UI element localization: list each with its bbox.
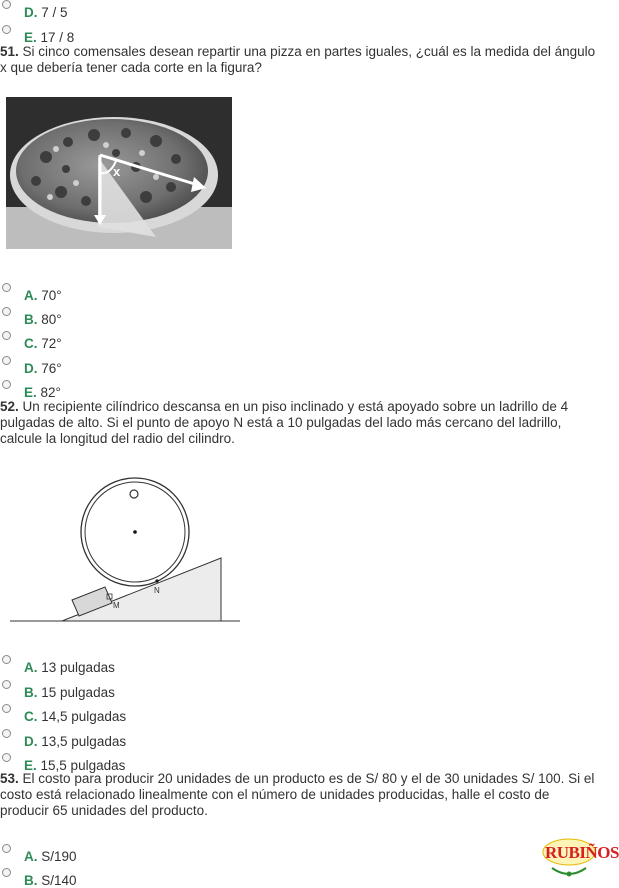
option-letter: E.: [24, 758, 37, 773]
option-letter: A.: [24, 660, 38, 675]
option-text: 76°: [41, 361, 62, 376]
rubinos-logo: [540, 830, 619, 882]
question-text: Un recipiente cilíndrico descansa en un piso inclinado y está apoyado sobre un ladrillo de 4 pulgadas de alto. Si el punto de apoyo N está a 10 pulgadas del lado más cercano del ladrillo, calcule la longitud del radio del cilindro.: [0, 399, 569, 446]
option-text: 14,5 pulgadas: [41, 709, 127, 724]
cylinder-diagram: [10, 470, 245, 630]
option-letter: B.: [24, 312, 38, 327]
option-text: 15,5 pulgadas: [40, 758, 126, 773]
label-m: M: [113, 601, 120, 610]
question-52: [0, 399, 600, 447]
option-letter: D.: [24, 361, 38, 376]
option-52-e[interactable]: [0, 753, 300, 773]
radio-button[interactable]: [2, 0, 11, 9]
radio-button[interactable]: [2, 307, 11, 316]
pizza-figure: [6, 97, 232, 249]
radio-button[interactable]: [2, 680, 11, 689]
question-number: 51.: [0, 44, 19, 59]
option-51-a[interactable]: [0, 283, 300, 303]
radio-button[interactable]: [2, 753, 11, 762]
question-number: 53.: [0, 771, 19, 786]
option-53-b[interactable]: [0, 868, 300, 888]
cylinder-figure: [10, 470, 245, 630]
option-letter: C.: [24, 336, 38, 351]
option-letter: B.: [24, 873, 38, 888]
radio-button[interactable]: [2, 868, 11, 877]
option-51-d[interactable]: [0, 356, 300, 376]
option-letter: A.: [24, 288, 38, 303]
question-53: [0, 771, 600, 819]
option-text: 82°: [40, 385, 61, 400]
radio-button[interactable]: [2, 655, 11, 664]
option-51-e[interactable]: [0, 380, 300, 400]
option-letter: C.: [24, 709, 38, 724]
option-text: 13 pulgadas: [41, 660, 115, 675]
radio-button[interactable]: [2, 25, 11, 34]
angle-label: x: [113, 164, 121, 179]
radio-button[interactable]: [2, 844, 11, 853]
option-50-d[interactable]: [0, 0, 300, 20]
radio-button[interactable]: [2, 283, 11, 292]
option-52-b[interactable]: [0, 680, 300, 700]
option-letter: D.: [24, 5, 38, 20]
option-52-d[interactable]: [0, 729, 300, 749]
option-51-b[interactable]: [0, 307, 300, 327]
radio-button[interactable]: [2, 704, 11, 713]
question-51: [0, 44, 600, 76]
option-53-a[interactable]: [0, 844, 300, 864]
option-text: 72°: [41, 336, 62, 351]
option-text: 80°: [41, 312, 62, 327]
radio-button[interactable]: [2, 356, 11, 365]
radio-button[interactable]: [2, 729, 11, 738]
option-letter: A.: [24, 849, 38, 864]
question-text: El costo para producir 20 unidades de un producto es de S/ 80 y el de 30 unidades S/ 100. Si el costo está relacionado linealmente con el número de unidades producidas, halle el costo de producir 65 unidades del producto.: [0, 771, 595, 818]
radio-button[interactable]: [2, 380, 11, 389]
option-51-c[interactable]: [0, 331, 300, 351]
option-52-c[interactable]: [0, 704, 300, 724]
option-letter: B.: [24, 685, 38, 700]
question-number: 52.: [0, 399, 19, 414]
option-letter: E.: [24, 385, 37, 400]
option-50-e[interactable]: [0, 25, 300, 45]
option-letter: E.: [24, 30, 37, 45]
label-n: N: [154, 586, 160, 595]
radio-button[interactable]: [2, 331, 11, 340]
option-52-a[interactable]: [0, 655, 300, 675]
option-letter: D.: [24, 734, 38, 749]
option-text: S/190: [41, 849, 77, 864]
option-text: 7 / 5: [41, 5, 68, 20]
option-text: 13,5 pulgadas: [41, 734, 127, 749]
question-text: Si cinco comensales desean repartir una pizza en partes iguales, ¿cuál es la medida del ángulo x que debería tener cada corte en la figura?: [0, 44, 596, 75]
logo-text: RUBIÑOS: [545, 843, 619, 862]
option-text: 70°: [41, 288, 62, 303]
option-text: 17 / 8: [40, 30, 75, 45]
option-text: 15 pulgadas: [41, 685, 115, 700]
option-text: S/140: [41, 873, 77, 888]
